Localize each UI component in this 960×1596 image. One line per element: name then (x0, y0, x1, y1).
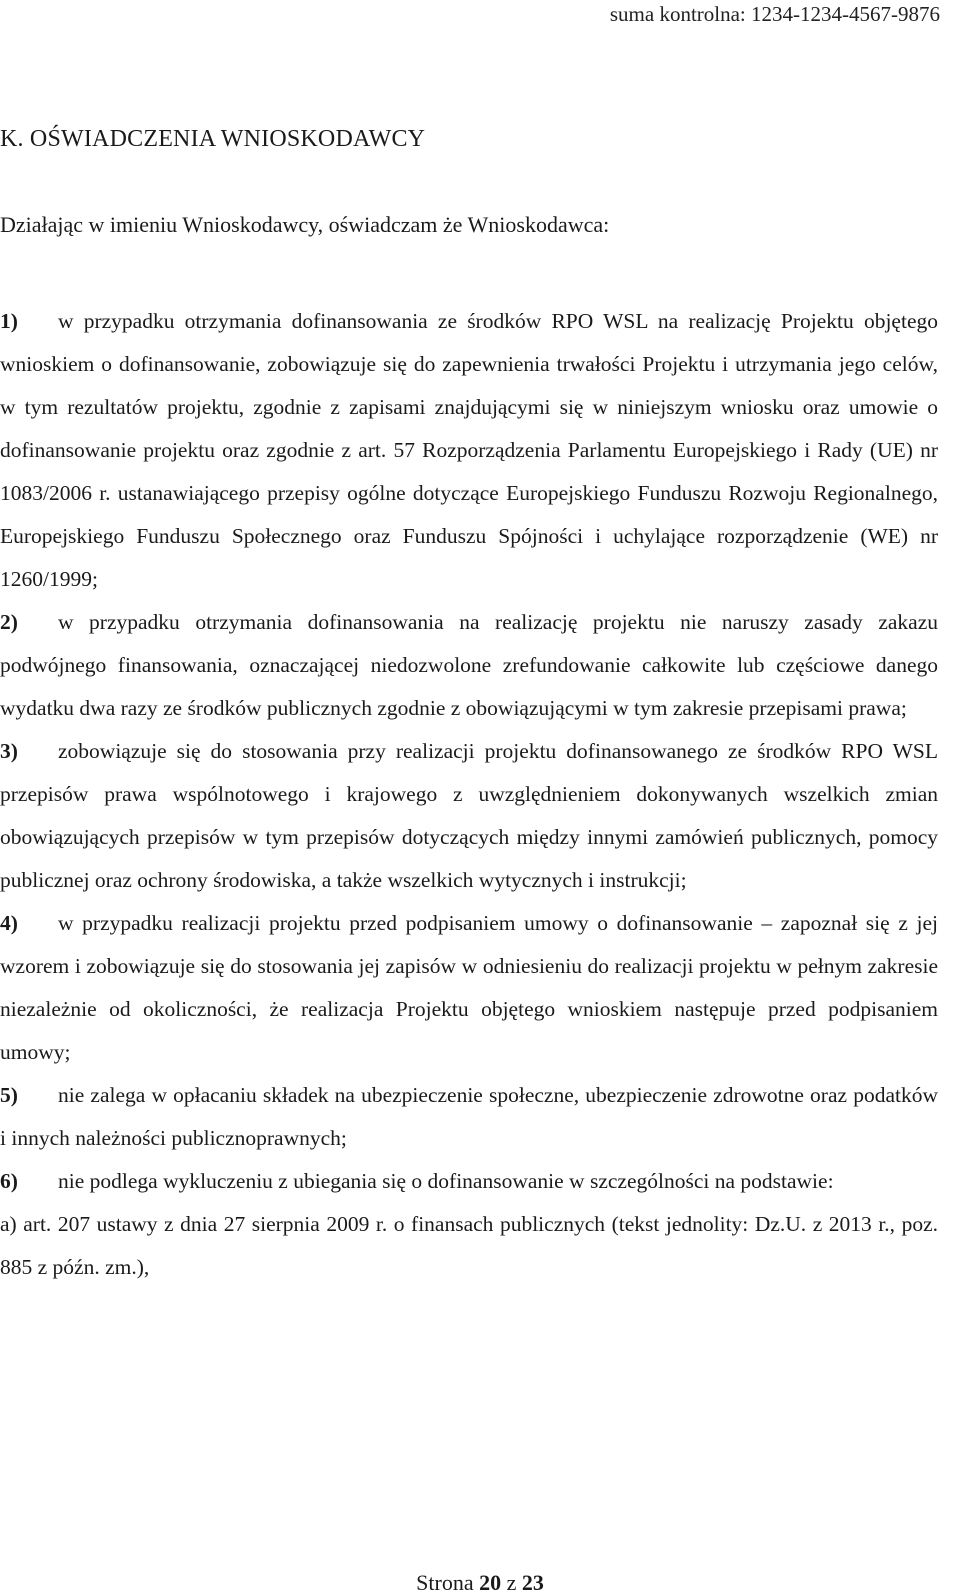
intro-text: Działając w imieniu Wnioskodawcy, oświadczam że Wnioskodawca: (0, 212, 610, 237)
statement-text: zobowiązuje się do stosowania przy realizacji projektu dofinansowanego ze środków RPO WSL przepisów prawa wspólnotowego i krajowego z uwzględnieniem dokonywanych wszelkich zmian obowiązujących przepisów w tym przepisów dotyczących między innymi zamówień publicznych, pomocy publicznej oraz ochrony środowiska, a także wszelkich wytycznych i instrukcji; (0, 739, 938, 892)
statement-item (0, 1160, 938, 1203)
page-number (0, 1570, 960, 1596)
statement-item (0, 300, 938, 601)
checksum-header: suma kontrolna: 1234-1234-4567-9876 (609, 2, 940, 26)
statement-text: nie podlega wykluczeniu z ubiegania się o dofinansowanie w szczególności na podstawie: (58, 1169, 834, 1193)
statement-item (0, 601, 938, 730)
statement-text: w przypadku otrzymania dofinansowania ze środków RPO WSL na realizację Projektu objętego wnioskiem o dofinansowanie, zobowiązuje się do zapewnienia trwałości Projektu i utrzymania jego celów, w tym rezultatów projektu, zgodnie z zapisami znajdującymi się w niniejszym wniosku oraz umowie o dofinansowanie projektu oraz zgodnie z art. 57 Rozporządzenia Parlamentu Europejskiego i Rady (UE) nr 1083/2006 r. ustanawiającego przepisy ogólne dotyczące Europejskiego Funduszu Rozwoju Regionalnego, Europejskiego Funduszu Społecznego oraz Funduszu Spójności i uchylające rozporządzenie (WE) nr 1260/1999; (0, 309, 938, 591)
statement-item (0, 730, 938, 902)
statement-number: 5) (0, 1083, 18, 1107)
section-title: K. OŚWIADCZENIA WNIOSKODAWCY (0, 126, 426, 152)
statement-item (0, 1074, 938, 1160)
page-total: 23 (521, 1570, 544, 1595)
page-middle: z (506, 1570, 517, 1595)
statement-number: 1) (0, 309, 18, 333)
statement-number: 3) (0, 739, 18, 763)
statement-item (0, 902, 938, 1074)
statement-number: 6) (0, 1169, 18, 1193)
page-current: 20 (479, 1570, 502, 1595)
page-prefix: Strona (416, 1570, 474, 1595)
statement-number: 4) (0, 911, 18, 935)
statement-text: w przypadku realizacji projektu przed podpisaniem umowy o dofinansowanie – zapoznał się z jej wzorem i zobowiązuje się do stosowania jej zapisów w odniesieniu do realizacji projektu w pełnym zakresie niezależnie od okoliczności, że realizacja Projektu objętego wnioskiem następuje przed podpisaniem umowy; (0, 911, 938, 1064)
statement-number: 2) (0, 610, 18, 634)
statement-text: nie zalega w opłacaniu składek na ubezpieczenie społeczne, ubezpieczenie zdrowotne oraz podatków i innych należności publicznoprawnych; (0, 1083, 938, 1150)
statement-text: w przypadku otrzymania dofinansowania na realizację projektu nie naruszy zasady zakazu podwójnego finansowania, oznaczającej niedozwolone zrefundowanie całkowite lub częściowe danego wydatku dwa razy ze środków publicznych zgodnie z obowiązującymi w tym zakresie przepisami prawa; (0, 610, 938, 720)
subitem-a: a) art. 207 ustawy z dnia 27 sierpnia 2009 r. o finansach publicznych (tekst jednolity: Dz.U. z 2013 r., poz. 885 z późn. zm.), (0, 1212, 938, 1279)
statements-list (0, 300, 938, 1289)
